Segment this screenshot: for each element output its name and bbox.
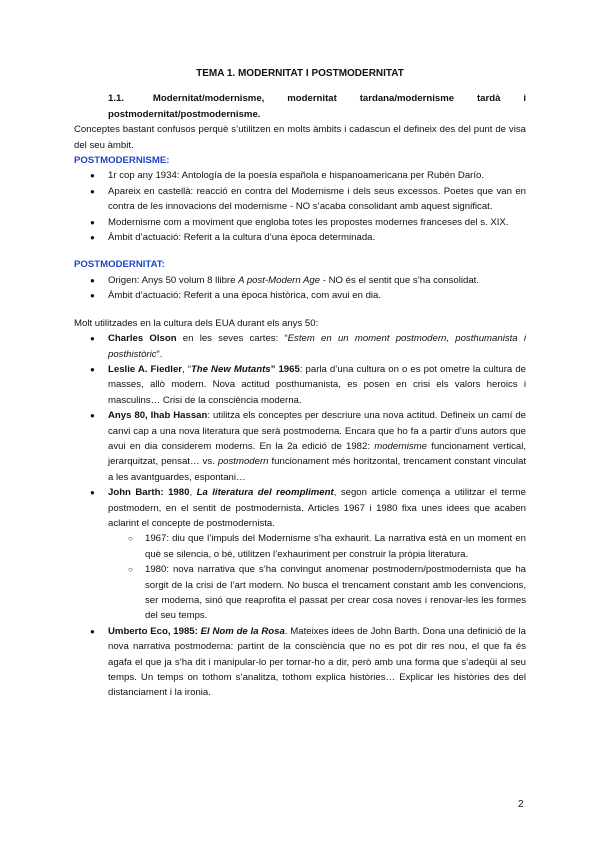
item-text: ”.	[156, 348, 163, 360]
item-text: : parla d’una cultura on o es pot ometre la cultura de masses, allò modern. Nova actitud posthumanista, es posen en crisi els valors heroics i masculins… Crisi de la consciència moderna.	[108, 363, 526, 406]
list-item	[74, 331, 526, 362]
quote-text: Estem en un moment postmodern, posthumanista i posthistòric	[108, 333, 526, 360]
list-item: ● Modernisme com a moviment que engloba totes les propostes modernes franceses del s. XIX.	[74, 215, 526, 230]
work-title: La literatura del reompliment	[196, 487, 334, 499]
list-item	[74, 408, 526, 485]
list-item: ● Apareix en castellà: reacció en contra del Modernisme i dels seus excessos. Poetes que van en contra de les innovacions del modernisme - NO s’acaba consolidant amb aquest significat.	[74, 184, 526, 215]
item-text: ,	[189, 487, 197, 499]
eua-intro: Molt utilitzades en la cultura dels EUA durant els anys 50:	[74, 317, 319, 329]
work-title: El Nom de la Rosa	[200, 625, 285, 637]
sub-list-item: ○ 1967: diu que l’impuls del Modernisme s’ha exhaurit. La narrativa està en un moment en què se silencia, o bé, utilitzen l’exhauriment per construir la pròpia literatura.	[108, 531, 526, 562]
list-item	[74, 362, 526, 408]
postmodernisme-heading: POSTMODERNISME:	[74, 155, 170, 167]
work-title: The New Mutants	[190, 363, 271, 375]
list-item: ● Àmbit d’actuació: Referit a la cultura d’una època determinada.	[74, 230, 526, 245]
item-text: funcionament més horitzontal, trencament constant vinculat a les avantguardes, espontani…	[108, 456, 527, 483]
author-name: John Barth: 1980	[108, 487, 190, 499]
list-item: ● 1r cop any 1934: Antología de la poesía española e hispanoamericana per Rubén Darío.	[74, 168, 526, 183]
author-name: Umberto Eco, 1985:	[108, 625, 201, 637]
barth-sublist	[108, 531, 526, 623]
work-year: ” 1965	[270, 363, 300, 375]
subheading-number: 1.1.	[108, 93, 125, 105]
item-text: . Mateixes idees de John Barth. Dona una definició de la nova narrativa postmoderna: partint de la consciència que no es pot dir res nou, el que fa és agafa el que ja s’ha dit i manipular-lo per tornar-ho a dir, però amb una forma que s’adeqüi al seu temps. Un temps on tothom s’analitza, tothom explica històries… Explicar les històries des del distanciament i la ironia.	[108, 625, 526, 699]
list-item	[74, 485, 526, 624]
item-text: en les seves cartes: “	[176, 333, 288, 345]
author-name: Leslie A. Fiedler	[108, 363, 183, 375]
item-text: : utilitza els conceptes per descriure una nova actitud. Defineix un camí de canvi cap a una nova literatura que serà postmoderna. Encara que ho fa a partir d’uns autors que avui en dia considerem moderns. En la 2a edició de 1982:	[108, 410, 526, 452]
term-italic: modernisme	[374, 440, 427, 452]
item-text: , “	[182, 363, 191, 375]
page-content	[74, 66, 526, 701]
item-text: Origen: Anys 50 volum 8 llibre	[108, 274, 239, 286]
list-item: ● Àmbit d’actuació: Referit a una època històrica, com avui en dia.	[74, 288, 526, 303]
eua-list	[74, 331, 526, 701]
sub-list-item: ○ 1980: nova narrativa que s’ha convingut anomenar postmodern/postmodernista que ha sorgit de la crisi de l’art modern. No busca el trencament constant amb les convencions, ser moderna, sinó que reaprofita el passat per crear cosa noves i renovar-les les formes del seu temps.	[108, 562, 526, 624]
postmodernitat-list	[74, 273, 526, 304]
list-item	[74, 273, 526, 288]
book-title: A post-Modern Age	[238, 274, 321, 286]
item-text: , segon article comença a utilitzar el terme postmodern, en el sentit de postmodernista. Articles 1967 i 1980 fixa unes idees que acaben aclarint el concepte de postmodernista.	[108, 487, 526, 529]
page-number: 2	[518, 799, 524, 810]
item-text: funcionament vertical, jerarquitzat, pensat… vs.	[108, 440, 527, 468]
author-name: Anys 80, Ihab Hassan	[108, 410, 208, 422]
subheading-text: Modernitat/modernisme, modernitat tardana/modernisme tardà i postmodernitat/postmodernisme.	[108, 93, 526, 120]
page-title: TEMA 1. MODERNITAT I POSTMODERNITAT	[196, 68, 404, 79]
postmodernitat-heading: POSTMODERNITAT:	[74, 259, 165, 271]
author-name: Charles Olson	[108, 333, 177, 345]
term-italic: postmodern	[217, 456, 269, 468]
section-subheading	[108, 91, 526, 122]
intro-paragraph: Conceptes bastant confusos perquè s’utilitzen en molts àmbits i cadascun el defineix des del punt de visa del seu àmbit.	[74, 124, 526, 151]
postmodernisme-list	[74, 168, 526, 245]
list-item	[74, 624, 526, 701]
item-text: - NO és el sentit que s’ha consolidat.	[320, 274, 479, 286]
